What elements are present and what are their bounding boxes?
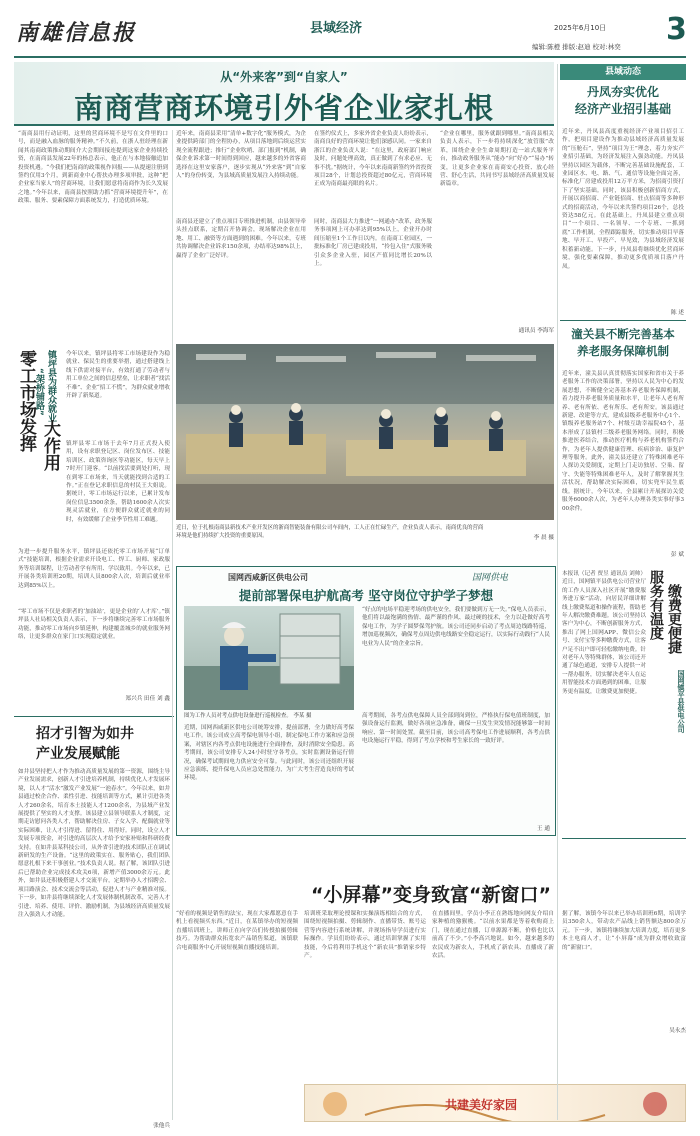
vertical-story-title-1: 零工市场发挥 — [16, 350, 36, 452]
lead-col-5: 南商县还建立了重点项目专班推进机制，由县领导牵头挂点联系，定期召开协调会，现场解决企业在用地、用工、融资等方面遇到的困难。今年以来，专班共协调解决企业诉求150余项，办结率达98%以上，赢得了企业广泛好评。 — [176, 219, 306, 259]
col-rule-2 — [557, 64, 558, 1120]
talent-headline — [14, 716, 174, 762]
factory-photo-caption: 近日，位于扎根南商县新技术产业开发区的浙商智能装备有限公司车间内，工人正在忙碌生产，企业负责人表示，南商优良的营商环境是他们持续扩大投资的重要原因。 — [176, 525, 484, 539]
ad-banner — [304, 1084, 686, 1122]
vertical-story-body-a: 今年以来，镇坪县将零工市场建设作为稳就业、保民生的重要举措，通过搭建线上线下供需对接平台，有效打通了劳动者与用工单位之间的信息壁垒，让求职者“找活不难”、企业“招工不慌”，为群众就业增收开辟了新渠道。 — [66, 351, 170, 400]
vertical-story-byline: 郑兴兵 田佳 刘 鑫 — [125, 696, 170, 702]
lead-col-6: 同时，南商县大力推进“一网通办”改革，政务服务事项网上可办率达到95%以上，企业开办时间压缩至1个工作日以内。在南商工业园区，一批标准化厂房已建成投用，“拎包入住”式服务吸引众多企业入驻，园区产值同比增长20%以上。 — [314, 219, 432, 268]
lead-col-4: “企业在哪里，服务就跟到哪里。”南商县相关负责人表示，下一步将持续深化“放管服”改革，围绕企业全生命周期打造一站式服务平台，推动政务服务从“能办”向“好办”“易办”转变，让更多企业家在南商安心投资、放心经营、舒心生活，共同书写县域经济高质量发展新篇章。 — [440, 131, 554, 188]
service-body: 本报讯（记者 贾昱 通讯员 刘帅）近日，国网镇平县供电公司营业厅的工作人员深入社区开展“缴费服务进万家”活动，向居民详细讲解线上缴费渠道和操作流程，帮助老年人解决缴费难题。该公司坚持以客户为中心，不断创新服务方式，推出了网上国网APP、微信公众号、支付宝等多种缴费方式，让客户足不出户即可轻松缴纳电费。针对老年人等特殊群体，该公司还开通了绿色通道，安排专人提供一对一帮办服务，切实解决老年人在运用智能技术方面遇到的困难，让服务更有温度，让缴费更加便捷。 — [562, 571, 646, 695]
talent-body: 如井县坚持把人才作为推动高质量发展的第一资源，围绕主导产业发展需求，创新人才引进培养机制，持续优化人才发展环境，以人才“活水”激发产业发展“一池春水”。今年以来，如井县通过校企合作、柔性引进、技能培训等方式，累计引进各类人才260余名，培育本土技能人才1200余名，为县域产业发展提供了坚实的人才支撑。该县建立县领导联系人才制度，定期走访慰问各类人才，帮助解决住房、子女入学、配偶就业等实际困难，让人才引得进、留得住、用得好。同时，设立人才发展专项资金，对引进的高层次人才给予安家补贴和科研经费支持。在如井县某科技公司，从外省引进的技术团队正在调试新研发的生产设备。“这里的政策实在、服务贴心，我们团队愿意扎根下来干事创业。”技术负责人说。据了解，该团队引进后已帮助企业完成技术攻关6项，新增产值3000余万元。此外，如井县还积极搭建人才交流平台，定期举办人才招聘会、项目路演会、技术交流会等活动，促进人才与产业精准对接。下一步，如井县将继续深化人才发展体制机制改革，完善人才引进、培养、使用、评价、激励机制，为县域经济高质量发展注入强劲人才动能。 — [18, 769, 170, 918]
grid-story-col3: 高考期间，各考点供电保障人员全部到岗到位，严格执行保电值班制度，加强设备运行监测，做好各项应急准备，确保一旦发生突发情况能够第一时间响应、第一时间处置。截至目前，该公司高考保电工作进展顺利，各考点供电设施运行平稳，得到了考点学校和考生家长的一致好评。 — [362, 713, 550, 745]
col-rule-1 — [172, 130, 173, 1120]
grid-story-logo: 国网供电 — [472, 573, 509, 583]
grid-story-col1: 近期，国网西咸新区供电公司统筹安排，提前部署，全力做好高考保电工作。该公司成立高考保电领导小组，制定保电工作方案和应急预案，对辖区内各考点供电设施进行全面排查，及时消除安全隐患。高考期间，该公司安排专人24小时驻守各考点，实时监测设备运行情况，确保考试期间电力供应安全可靠。与此同时，该公司还组织开展应急演练，提升保电人员应急处置能力，为广大考生营造良好的考试环境。 — [184, 725, 354, 782]
sidebar-story1-headline-2: 经济产业招引基础 — [574, 102, 671, 116]
sidebar-story2-headline-2: 养老服务保障机制 — [577, 344, 669, 358]
lead-kicker: 从“外来客”到“自家人” — [220, 70, 348, 84]
talent-headline-2: 产业发展赋能 — [36, 746, 120, 762]
lead-col-3: 在签约仪式上，多家外省企业负责人纷纷表示，南商良好的营商环境让他们深感认同。一家来自浙江的企业负责人说：“在这里，政府部门响应及时，问题处理高效，真正做到了有求必应、无事不扰。”据统计，今年以来南商新签约外省投资项目28个，计划总投资超过80亿元，营商环境正成为南商最亮眼的名片。 — [314, 131, 432, 188]
screen-story-col3: 在直播间里，学员小李正在熟练地向网友介绍自家种植的猕猴桃。“以前水果都是等着收购商上门，现在通过直播，订单源源不断，价格也比以前高了不少。”小李高兴地说。如今，越来越多的农民成为新农人，手机成了新农具、直播成了新农活。 — [432, 911, 554, 960]
masthead-rule — [14, 56, 686, 58]
lead-col-2: 近年来，南商县采用“清单+数字化”服务模式，为企业提供跨部门的全程协办，从项目落地到后续运营实现全流程跟进；推行“企业吹哨、部门报到”机制，确保企业诉求第一时间得到回应，越来越多的外省客商选择在这里安家落户，逐步实现从“外来客”到“自家人”的身份转变，为县域高质量发展注入持续动能。 — [176, 131, 306, 180]
lead-banner — [14, 62, 554, 126]
grid-story-photo-caption: 图为工作人员对考点供电设备进行巡视检查。 李某 摄 — [184, 713, 312, 719]
sidebar-story1-byline: 陈 述 — [671, 310, 684, 316]
issue-date: 2025年6月10日 — [554, 24, 607, 32]
factory-photo-credit: 李 晨 摄 — [533, 535, 554, 541]
vertical-story-headline-2 — [38, 420, 60, 540]
sidebar-divider — [560, 320, 686, 321]
vertical-story-title-2: 大作用 — [40, 420, 60, 471]
sidebar-story1-headline — [560, 84, 686, 124]
vertical-story-body-c: 为进一步提升服务水平，镇坪县还依托零工市场开展“订单式”技能培训，根据企业需求开设电工、焊工、厨师、家政服务等培训课程，让劳动者学有所用、学以致用。今年以来，已开展各类培训班20期，培训人员800余人次，培训后就业率达到85%以上。 — [18, 549, 170, 589]
vertical-story-kicker-1: 镇坪县为群众就业 — [46, 350, 56, 422]
factory-illustration — [176, 344, 554, 520]
talent-byline: 张他兵 — [153, 1123, 170, 1129]
vertical-story-headline — [14, 350, 34, 560]
page-number: 3 — [666, 12, 687, 47]
screen-story-headline: “小屏幕”变身致富“新窗口” — [311, 884, 551, 906]
worker-illustration — [184, 606, 354, 710]
service-org: 国网镇平县供电公司 — [677, 670, 685, 733]
screen-story-col2: 培训班采取理论授课和实操演练相结合的方式，围绕短视频拍摄、剪辑制作、直播带货、账号运营等内容进行系统讲解，并现场指导学员进行实际操作。学员们纷纷表示，通过培训掌握了实用技能，今后将利用手机这个“新农具”推销家乡特产。 — [304, 911, 426, 960]
lead-col-1: “南商县用行动证明，这里的营商环境不是写在文件里的口号，而是融入血脉的服务精神。”不久前，在浙人驻经理在新闻其南商政策推动期间介大会期间接连提到这家企业持续投资，在南商县发展22年的杨总表示，他正在与本地接触追加投资机遇。“今我们把南商的政策视作回报——从提速注册到签约仅用3个月，到新商业中心帮扶办理多项审批，这种“把企业家当家人”的营商环境，让我们愿意将南商作为长久发展之地。”今年以来，南商县按照助力抓“营商环境提升年”，在政策、服务、要素保障方面系统发力，打造优质环境。 — [18, 131, 168, 205]
screen-story-byline: 吴永杰 — [669, 1028, 686, 1034]
grid-story-photo — [184, 606, 354, 710]
sidebar-story2-body: 近年来，潼关县认真贯彻落实国家和省市关于养老服务工作的决策部署，坚持以人民为中心的发展思想，不断健全完善基本养老服务保障机制，着力提升养老服务质量和水平，让老年人老有所养、老有所依、老有所乐、老有所安。该县通过新建、改建等方式，建成县级养老服务中心1个、镇级养老服务站7个、村级互助幸福院45个，基本形成了县镇村三级养老服务网络。同时，积极推进医养结合，推动医疗机构与养老机构签约合作，为老年人提供健康管理、疾病诊治、康复护理等服务。此外，潼关县还建立了特殊困难老年人探访关爱制度，定期上门走访独居、空巢、留守、失能等特殊困难老年人，及时了解掌握其生活状况，帮助解决实际困难，切实兜牢民生底线。据统计，今年以来，全县累计开展探访关爱服务6000余人次，为老年人办理各类实事好事300余件。 — [562, 371, 684, 512]
vertical-story-body-d: “零工市场不仅是求职者的‘加油站’，更是企业的‘人才库’。”镇坪县人社局相关负责人表示，下一步将继续完善零工市场服务功能，推动零工市场向乡镇延伸，构建覆盖城乡的就业服务网络，让更多群众在家门口实现稳定就业。 — [18, 609, 170, 641]
sidebar-story2-headline-1: 潼关县不断完善基本 — [571, 327, 675, 341]
sidebar-story1-body: 近年来，丹凤县高度重视经济产业项目招引工作，把项目建设作为推动县域经济高质量发展的“压舱石”，坚持“项目为王”理念，着力夯实产业招引基础，为经济发展注入强劲动能。丹凤县坚持以园区为载体，不断完善基础设施配套，工业园区水、电、路、气、通信等设施全面完善，标准化厂房建成投用12万平方米，为招商引资打下了坚实基础。同时，该县积极创新招商方式，开展以商招商、产业链招商、驻点招商等多种形式的招商活动，今年以来共签约项目26个，总投资达58亿元。在此基础上，丹凤县建立重点项目“一个项目、一名领导、一个专班、一抓到底”工作机制，全程跟踪服务，切实推动项目早落地、早开工、早投产、早见效，为县域经济发展积蓄新动能。下一步，丹凤县将继续优化营商环境，强化要素保障，推动更多优质项目落户丹凤。 — [562, 129, 684, 270]
factory-photo — [176, 344, 554, 520]
screen-story-col1: “好看的视频是销售的法宝，现在大家都愿意在手机上看视频买东西。”近日，在某镇举办的短视频直播培训班上，讲师正在向学员们传授拍摄剪辑技巧。为帮助群众拓宽农产品销售渠道，该镇联合电商服务中心开展短视频直播技能培训。 — [176, 911, 298, 951]
grid-story-headline: 提前部署保电护航高考 坚守岗位守护学子梦想 — [238, 588, 494, 603]
masthead-logo: 南雄信息报 — [16, 20, 137, 46]
talent-headline-1: 招才引智为如井 — [36, 726, 134, 742]
sidebar-label: 县域动态 — [560, 64, 686, 80]
ad-slogan: 共建美好家园 — [445, 1098, 518, 1112]
sidebar-story1-headline-1: 丹凤夯实优化 — [586, 85, 659, 99]
vertical-story-kicker-2: “架桥铺路” — [34, 368, 44, 416]
lead-byline: 通讯员 李海军 — [518, 328, 554, 334]
grid-story-col2: “好点的电场平稳迎考场的供电安全，我们要做到万无一失。”保电人员表示，他们将以最饱满的热情、最严谨的作风、最过硬的技术，全力以赴做好高考保电工作，为学子圆梦保驾护航。该公司还同步启动了考点周边线路特巡，增加巡视频次，确保考点周边供电线路安全稳定运行，以实际行动践行“人民电业为人民”的企业宗旨。 — [362, 607, 550, 647]
grid-story-byline: 王 通 — [537, 826, 550, 832]
screen-story-col4: 据了解，该镇今年以来已举办培训班6期，培训学员350余人，带动农产品线上销售额达800余万元。下一步，该镇将继续加大培训力度，培育更多本土电商人才，让“小屏幕”成为群众增收致富的“新窗口”。 — [562, 911, 686, 951]
section-title: 县域经济 — [310, 21, 363, 36]
vertical-story-body-b: 镇坪县零工市场于去年7月正式投入使用，设有求职登记区、岗位发布区、技能培训区、政策咨询区等功能区，每天早上7时开门迎客。“以前找活要到处打听，现在到零工市场来，当天就能找到合适的工作。”正在登记求职信息的村民王大姐说。据统计，零工市场运行以来，已累计发布岗位信息3500余条，帮助1600余人次实现灵活就业，在方便群众就近就业的同时，有效缓解了企业季节性用工难题。 — [66, 441, 170, 523]
editor-line: 编辑:陈橙 排版:赵迪 校对:林奕 — [532, 43, 621, 51]
service-logo-mark — [562, 838, 686, 858]
sidebar-story2-headline — [560, 326, 686, 366]
sidebar-story2-byline: 彭 斌 — [671, 552, 684, 558]
service-title-1: 服务有温度 — [648, 570, 664, 640]
service-title-2: 缴费更便捷 — [666, 584, 682, 654]
lead-headline: 南商营商环境引外省企业家扎根 — [73, 91, 494, 125]
grid-story-org: 国网西咸新区供电公司 — [228, 573, 308, 582]
